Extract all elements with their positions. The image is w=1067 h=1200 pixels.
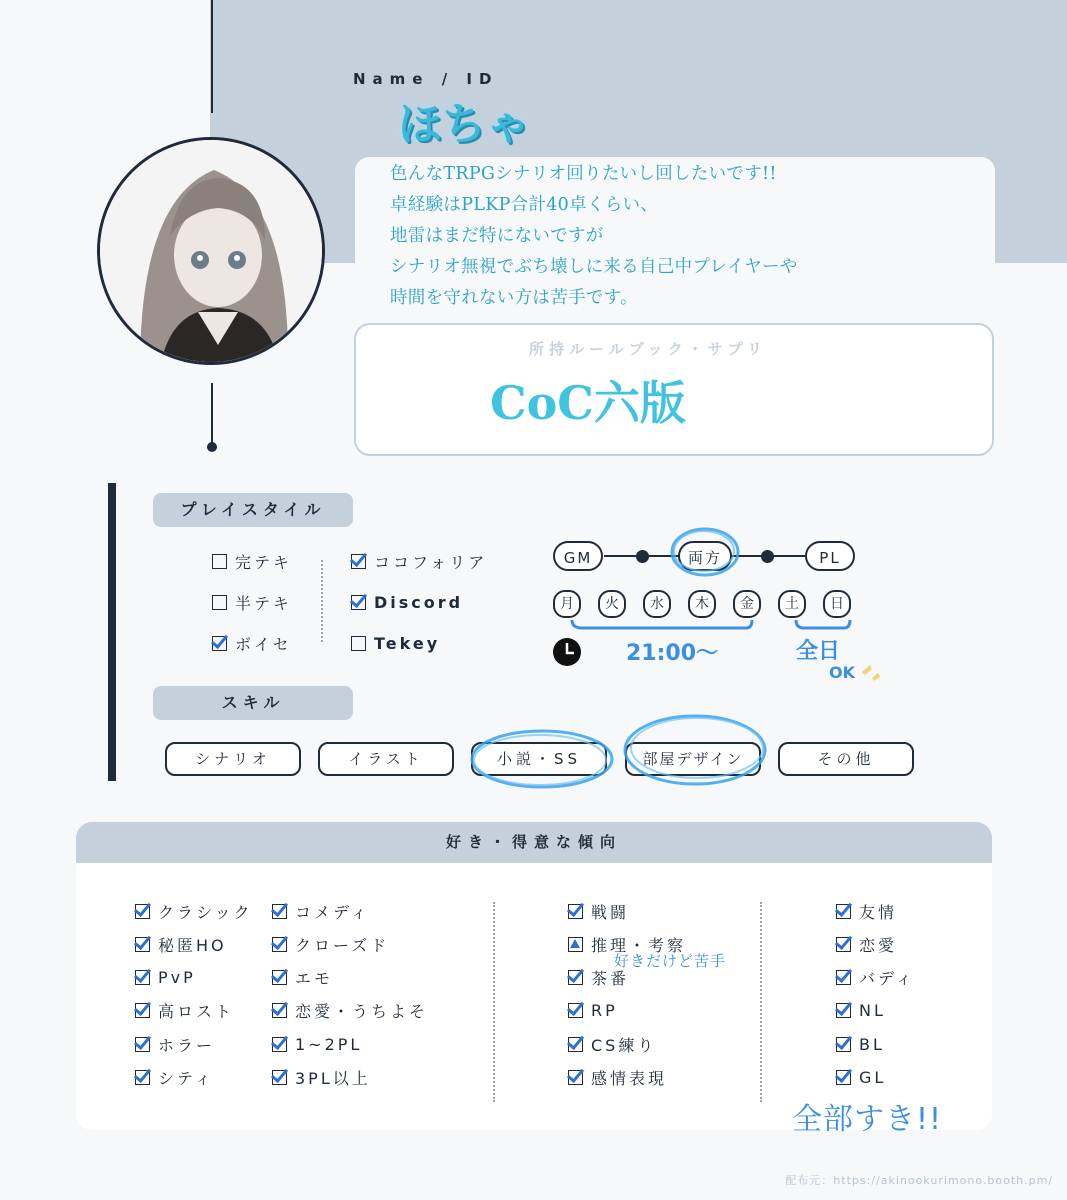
checkbox-item[interactable] [212,633,292,653]
checkbox-label: 恋愛・うちよそ [295,1002,429,1022]
checkbox-label: 3PL以上 [295,1068,371,1088]
checkbox-label: ボイセ [235,634,292,654]
preferences-heading: 好き・得意な傾向 [76,822,992,863]
checkbox-checked[interactable] [272,1070,287,1085]
checkbox-label: Tekey [374,633,441,653]
checkbox-checked[interactable] [836,970,851,985]
checkbox-item[interactable] [836,1067,915,1087]
checkbox-label: BL [859,1034,885,1054]
skill-tag[interactable]: その他 [778,742,914,776]
role-step-dot [636,550,649,563]
selection-circle-icon [615,708,775,792]
checkbox-checked[interactable] [568,970,583,985]
checkbox-item[interactable] [272,901,428,921]
checkbox-label: 1~2PL [295,1034,363,1054]
checkbox-item[interactable] [351,592,487,612]
avatar [97,137,325,365]
checkbox-checked[interactable] [836,1037,851,1052]
bio-line: 卓経験はPLKP合計40卓くらい、 [390,195,659,215]
divider [321,560,323,642]
connector-line-bottom [211,383,213,443]
checkbox-item[interactable] [568,1001,686,1021]
checkbox-label: 半テキ [235,593,293,613]
checkbox[interactable] [212,554,227,569]
checkbox-item[interactable] [272,1067,428,1087]
checkbox-checked[interactable] [212,636,227,651]
connector-line-top [211,0,213,113]
checkbox-label: CS練り [591,1035,657,1055]
checkbox-checked[interactable] [135,1070,150,1085]
checkbox-item[interactable] [272,1001,428,1021]
bio-line: 色んなTRPGシナリオ回りたいし回したいです!! [390,164,777,184]
checkbox-label: NL [859,1001,886,1021]
partial-note: 好きだけど苦手 [614,952,727,970]
role-step-dot [761,550,774,563]
day-chip[interactable]: 金 [733,590,761,618]
checkbox-label: 友情 [859,902,898,922]
day-chip[interactable]: 土 [778,590,806,618]
name-label: Name / ID [353,70,499,88]
checkbox-label: 戦闘 [591,902,630,922]
checkbox-checked[interactable] [836,937,851,952]
role-gm[interactable]: GM [553,541,603,571]
checkbox-label: シティ [158,1068,214,1088]
checkbox-checked[interactable] [272,937,287,952]
checkbox-item[interactable] [135,1001,253,1021]
checkbox-item[interactable] [836,968,915,988]
checkbox-checked[interactable] [135,1003,150,1018]
checkbox-label: 推理・考察 [591,935,687,955]
clock-icon [552,637,582,667]
checkbox-checked[interactable] [272,970,287,985]
profile-name: ほちゃ [398,99,530,150]
checkbox-partial[interactable] [568,937,583,952]
playstyle-right-list [351,551,487,653]
divider [760,902,762,1102]
day-chip[interactable]: 月 [553,590,581,618]
checkbox-label: エモ [295,969,334,989]
ok-note: OK [829,663,855,682]
checkbox-item[interactable] [836,901,915,921]
playstyle-left-list [212,551,292,653]
checkbox-label: Discord [374,592,464,612]
day-chip[interactable]: 日 [823,590,851,618]
checkbox-checked[interactable] [135,904,150,919]
checkbox-item[interactable] [351,551,487,571]
pref-column [272,901,428,1087]
checkbox-label: ココフォリア [374,552,488,572]
checkbox-label: 完テキ [235,552,293,572]
pref-column [568,901,686,1087]
weekend-note: 全日 [796,639,841,664]
checkbox-checked[interactable] [272,1003,287,1018]
pref-column [836,901,915,1087]
credit-footer: 配布元：https://akinookurimono.booth.pm/ [785,1174,1053,1187]
skills-heading: スキル [153,686,353,720]
checkbox-label: 茶番 [591,969,630,989]
checkbox-item[interactable] [135,1067,253,1087]
checkbox-checked[interactable] [568,1070,583,1085]
checkbox-checked[interactable] [568,1003,583,1018]
checkbox-checked[interactable] [135,937,150,952]
playstyle-heading: プレイスタイル [153,493,353,527]
checkbox-item[interactable] [351,633,487,653]
checkbox-label: 高ロスト [158,1002,235,1022]
skill-tag-selected[interactable]: 小説・SS [471,742,607,776]
checkbox-label: RP [591,1001,618,1021]
divider [493,902,495,1102]
bio-line: 地雷はまだ特にないですが [390,226,604,246]
section-side-bar [108,483,116,781]
all-note: 全部すき!! [792,1102,943,1137]
role-both[interactable]: 両方 [678,541,732,571]
checkbox-item[interactable] [568,901,686,921]
checkbox-item[interactable] [272,934,428,954]
selection-circle-icon [665,524,745,580]
avatar-illustration [100,140,325,365]
checkbox-label: GL [859,1067,887,1087]
checkbox-checked[interactable] [568,1037,583,1052]
checkbox-item[interactable] [212,592,292,612]
checkbox-label: 秘匿HO [158,935,227,955]
bio-line: シナリオ無視でぶち壊しに来る自己中プレイヤーや [390,257,798,277]
day-chip[interactable]: 水 [643,590,671,618]
checkbox-checked[interactable] [351,595,366,610]
skill-tag[interactable]: シナリオ [165,742,301,776]
checkbox-checked[interactable] [351,554,366,569]
bio-line: 時間を守れない方は苦手です。 [390,288,638,308]
checkbox-label: バディ [859,969,915,989]
checkbox-checked[interactable] [135,1037,150,1052]
day-chip[interactable]: 木 [688,590,716,618]
skill-tag[interactable]: イラスト [318,742,454,776]
pref-column [135,901,253,1087]
checkbox[interactable] [351,636,366,651]
checkbox-label: クローズド [295,935,390,955]
checkbox-checked[interactable] [135,970,150,985]
rulebook-value: CoC六版 [490,376,686,430]
checkbox-item[interactable] [836,934,915,954]
role-pl[interactable]: PL [805,541,855,571]
days-row [553,590,851,618]
selection-circle-icon [462,722,622,796]
checkbox-item[interactable] [836,1001,915,1021]
checkbox-item[interactable] [836,1034,915,1054]
checkbox-label: 感情表現 [591,1068,668,1088]
checkbox-checked[interactable] [836,1070,851,1085]
checkbox[interactable] [212,595,227,610]
rulebook-title: 所持ルールブック・サプリ [529,340,768,358]
checkbox-item[interactable] [135,968,253,988]
sparkle-icon [858,660,884,686]
checkbox-label: クラシック [158,902,253,922]
checkbox-label: コメディ [295,902,370,922]
day-chip[interactable]: 火 [598,590,626,618]
checkbox-label: PvP [158,968,196,988]
checkbox-item[interactable] [568,1067,686,1087]
checkbox-checked[interactable] [836,904,851,919]
checkbox-item[interactable] [212,551,292,571]
checkbox-checked[interactable] [272,904,287,919]
checkbox-item[interactable] [135,901,253,921]
checkbox-item[interactable] [272,968,428,988]
checkbox-checked[interactable] [272,1037,287,1052]
time-note: 21:00〜 [626,641,719,666]
bio-box [355,157,995,312]
checkbox-item[interactable] [568,1034,686,1054]
checkbox-checked[interactable] [568,904,583,919]
checkbox-item[interactable] [272,1034,428,1054]
skill-tag-selected[interactable]: 部屋デザイン [625,742,761,776]
checkbox-item[interactable] [135,1034,253,1054]
checkbox-label: ホラー [158,1035,216,1055]
checkbox-item[interactable] [135,934,253,954]
checkbox-label: 恋愛 [859,935,898,955]
checkbox-checked[interactable] [836,1003,851,1018]
connector-dot [207,442,217,452]
